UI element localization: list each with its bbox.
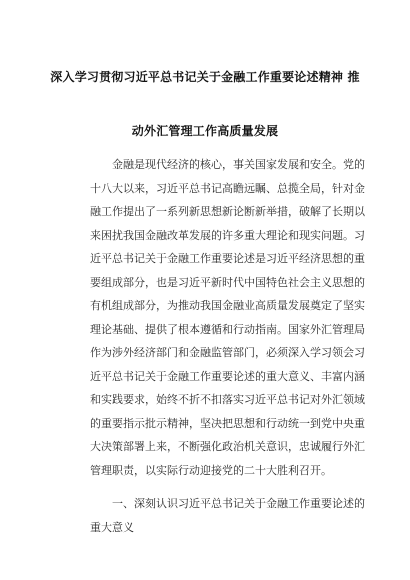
paragraph-line: 要组成部分，也是习近平新时代中国特色社会主义思想的 (90, 275, 365, 289)
section-heading-line: 一、深刻认识习近平总书记关于金融工作重要论述的 (112, 497, 365, 510)
paragraph-line: 金融是现代经济的核心，事关国家发展和安全。党的 (112, 158, 365, 171)
paragraph-line: 有机组成部分，为推动我国金融业高质量发展奠定了坚实 (90, 299, 365, 312)
document-title-line-2: 动外汇管理工作高质量发展 (131, 124, 279, 138)
paragraph-line: 近平总书记关于金融工作重要论述的重大意义、丰富内涵 (90, 369, 365, 383)
document-title-line-1: 深入学习贯彻习近平总书记关于金融工作重要论述精神 推 (50, 70, 360, 84)
paragraph-line: 大决策部署上来，不断强化政治机关意识，忠诚履行外汇 (90, 440, 365, 453)
paragraph-intro (90, 153, 365, 482)
paragraph-line: 管理职责，以实际行动迎接党的二十大胜利召开。 (90, 463, 332, 477)
paragraph-line: 的重要指示批示精神，坚决把思想和行动统一到党中央重 (90, 416, 365, 430)
paragraph-line: 十八大以来，习近平总书记高瞻远瞩、总揽全局，针对金 (90, 181, 365, 195)
paragraph-line: 融工作提出了一系列新思想新论断新举措，破解了长期以 (90, 205, 365, 218)
paragraph-line: 近平总书记关于金融工作重要论述是习近平经济思想的重 (90, 252, 365, 265)
paragraph-line: 来困扰我国金融改革发展的许多重大理论和现实问题。习 (90, 228, 365, 242)
paragraph-line: 作为涉外经济部门和金融监管部门，必须深入学习领会习 (90, 346, 365, 359)
paragraph-line: 和实践要求，始终不折不扣落实习近平总书记对外汇领域 (90, 393, 365, 406)
section-heading-line: 重大意义 (90, 520, 134, 534)
paragraph-line: 理论基础、提供了根本遵循和行动指南。国家外汇管理局 (90, 322, 365, 336)
section-heading-1 (90, 492, 365, 539)
